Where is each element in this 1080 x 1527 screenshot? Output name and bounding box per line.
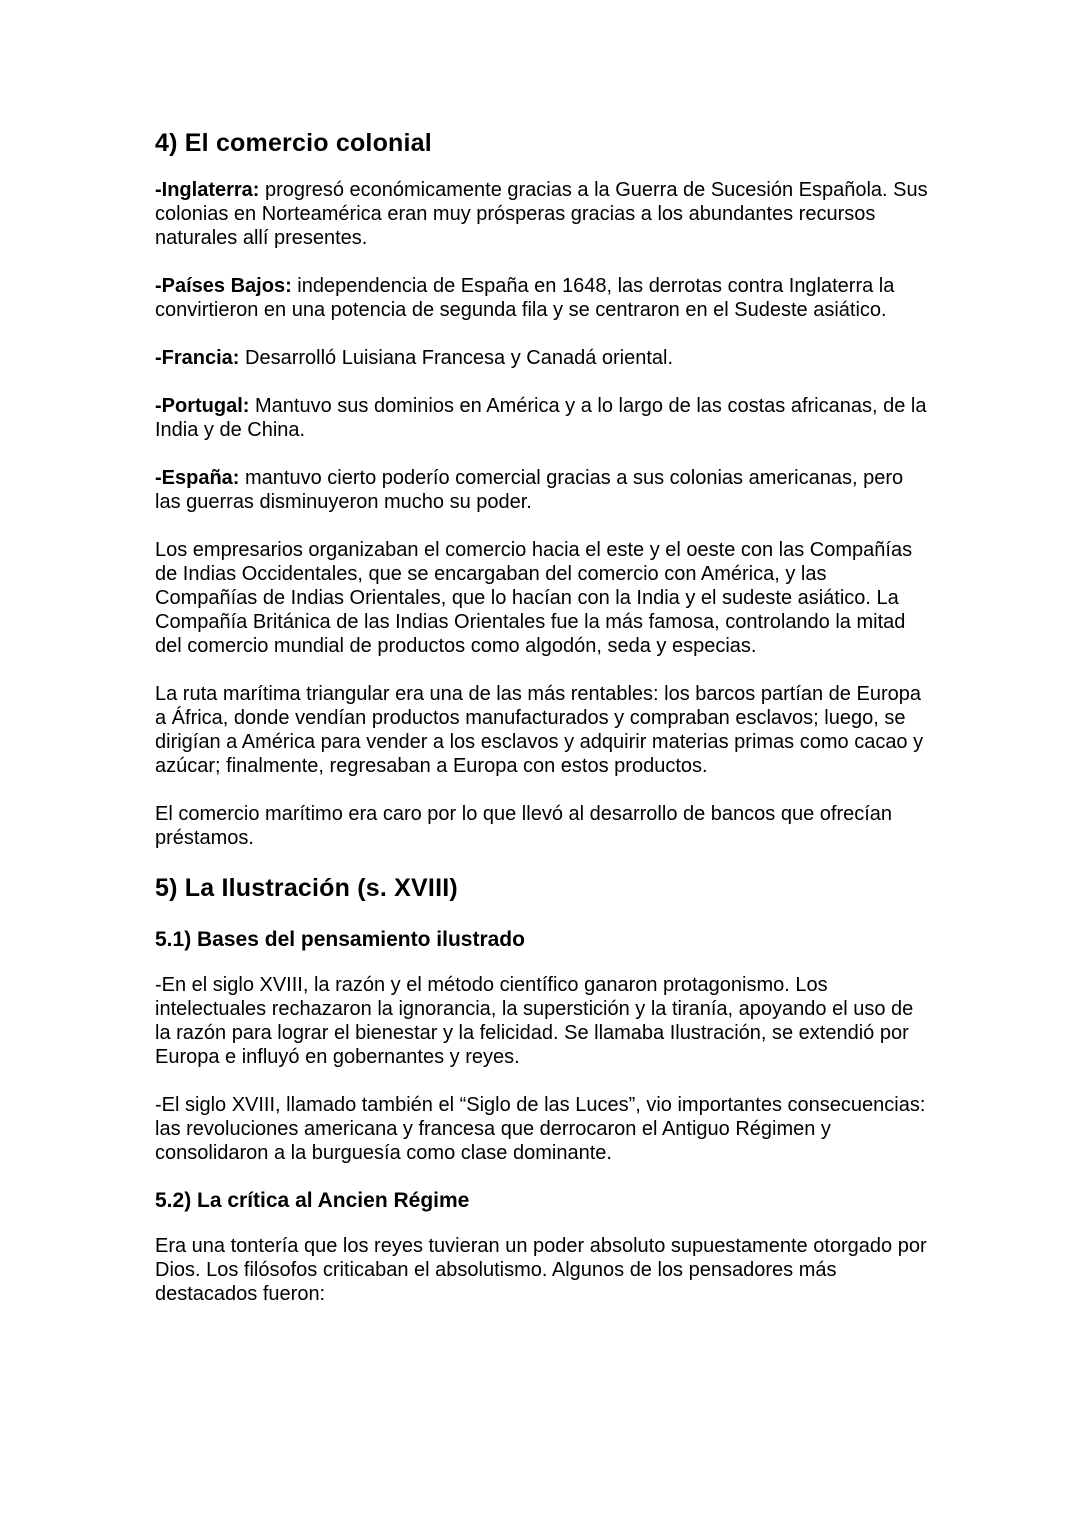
- subsection-title-bases: 5.1) Bases del pensamiento ilustrado: [155, 928, 525, 951]
- country-label-paises-bajos: -Países Bajos:: [155, 275, 292, 297]
- paragraph-francia: [155, 346, 930, 370]
- country-text-portugal: Mantuvo sus dominios en América y a lo largo de las costas africanas, de la India y de China.: [155, 395, 927, 441]
- subsection-title-critica: 5.2) La crítica al Ancien Régime: [155, 1189, 470, 1212]
- section-title-comercio-colonial: 4) El comercio colonial: [155, 129, 432, 157]
- section-title-ilustracion: 5) La Ilustración (s. XVIII): [155, 874, 458, 902]
- country-text-francia: Desarrolló Luisiana Francesa y Canadá oriental.: [239, 347, 674, 369]
- paragraph-inglaterra: [155, 178, 930, 250]
- country-label-espana: -España:: [155, 467, 240, 489]
- country-label-portugal: -Portugal:: [155, 395, 250, 417]
- country-text-inglaterra: progresó económicamente gracias a la Guerra de Sucesión Española. Sus colonias en Norteamérica eran muy prósperas gracias a los abundantes recursos naturales allí presentes.: [155, 179, 928, 249]
- paragraph-siglo-luces: -El siglo XVIII, llamado también el “Siglo de las Luces”, vio importantes consecuencias: las revoluciones americana y francesa que derrocaron el Antiguo Régimen y consolidaron a la burguesía como clase dominante.: [155, 1094, 926, 1164]
- paragraph-bancos: El comercio marítimo era caro por lo que llevó al desarrollo de bancos que ofrecían préstamos.: [155, 803, 893, 849]
- paragraph-paises-bajos: [155, 274, 930, 322]
- paragraph-ruta-triangular: La ruta marítima triangular era una de las más rentables: los barcos partían de Europa a África, donde vendían productos manufacturados y compraban esclavos; luego, se dirigían a América para vender a los esclavos y adquirir materias primas como cacao y azúcar; finalmente, regresaban a Europa con estos productos.: [155, 683, 924, 777]
- paragraph-razon: -En el siglo XVIII, la razón y el método científico ganaron protagonismo. Los intelectuales rechazaron la ignorancia, la superstición y la tiranía, apoyando el uso de la razón para lograr el bienestar y la felicidad. Se llamaba Ilustración, se extendió por Europa e influyó en gobernantes y reyes.: [155, 974, 914, 1068]
- country-label-francia: -Francia:: [155, 347, 240, 369]
- country-label-inglaterra: -Inglaterra:: [155, 179, 260, 201]
- paragraph-portugal: [155, 394, 930, 442]
- paragraph-companias: Los empresarios organizaban el comercio hacia el este y el oeste con las Compañías de Indias Occidentales, que se encargaban del comercio con América, y las Compañías de Indias Orientales, que lo hacían con la India y el sudeste asiático. La Compañía Británica de las Indias Orientales fue la más famosa, controlando la mitad del comercio mundial de productos como algodón, seda y especias.: [155, 539, 913, 657]
- paragraph-absolutismo: Era una tontería que los reyes tuvieran un poder absoluto supuestamente otorgado por Dios. Los filósofos criticaban el absolutismo. Algunos de los pensadores más destacados fueron:: [155, 1235, 927, 1305]
- country-text-paises-bajos: independencia de España en 1648, las derrotas contra Inglaterra la convirtieron en una potencia de segunda fila y se centraron en el Sudeste asiático.: [155, 275, 895, 321]
- paragraph-espana: [155, 466, 930, 514]
- country-text-espana: mantuvo cierto poderío comercial gracias a sus colonias americanas, pero las guerras disminuyeron mucho su poder.: [155, 467, 904, 513]
